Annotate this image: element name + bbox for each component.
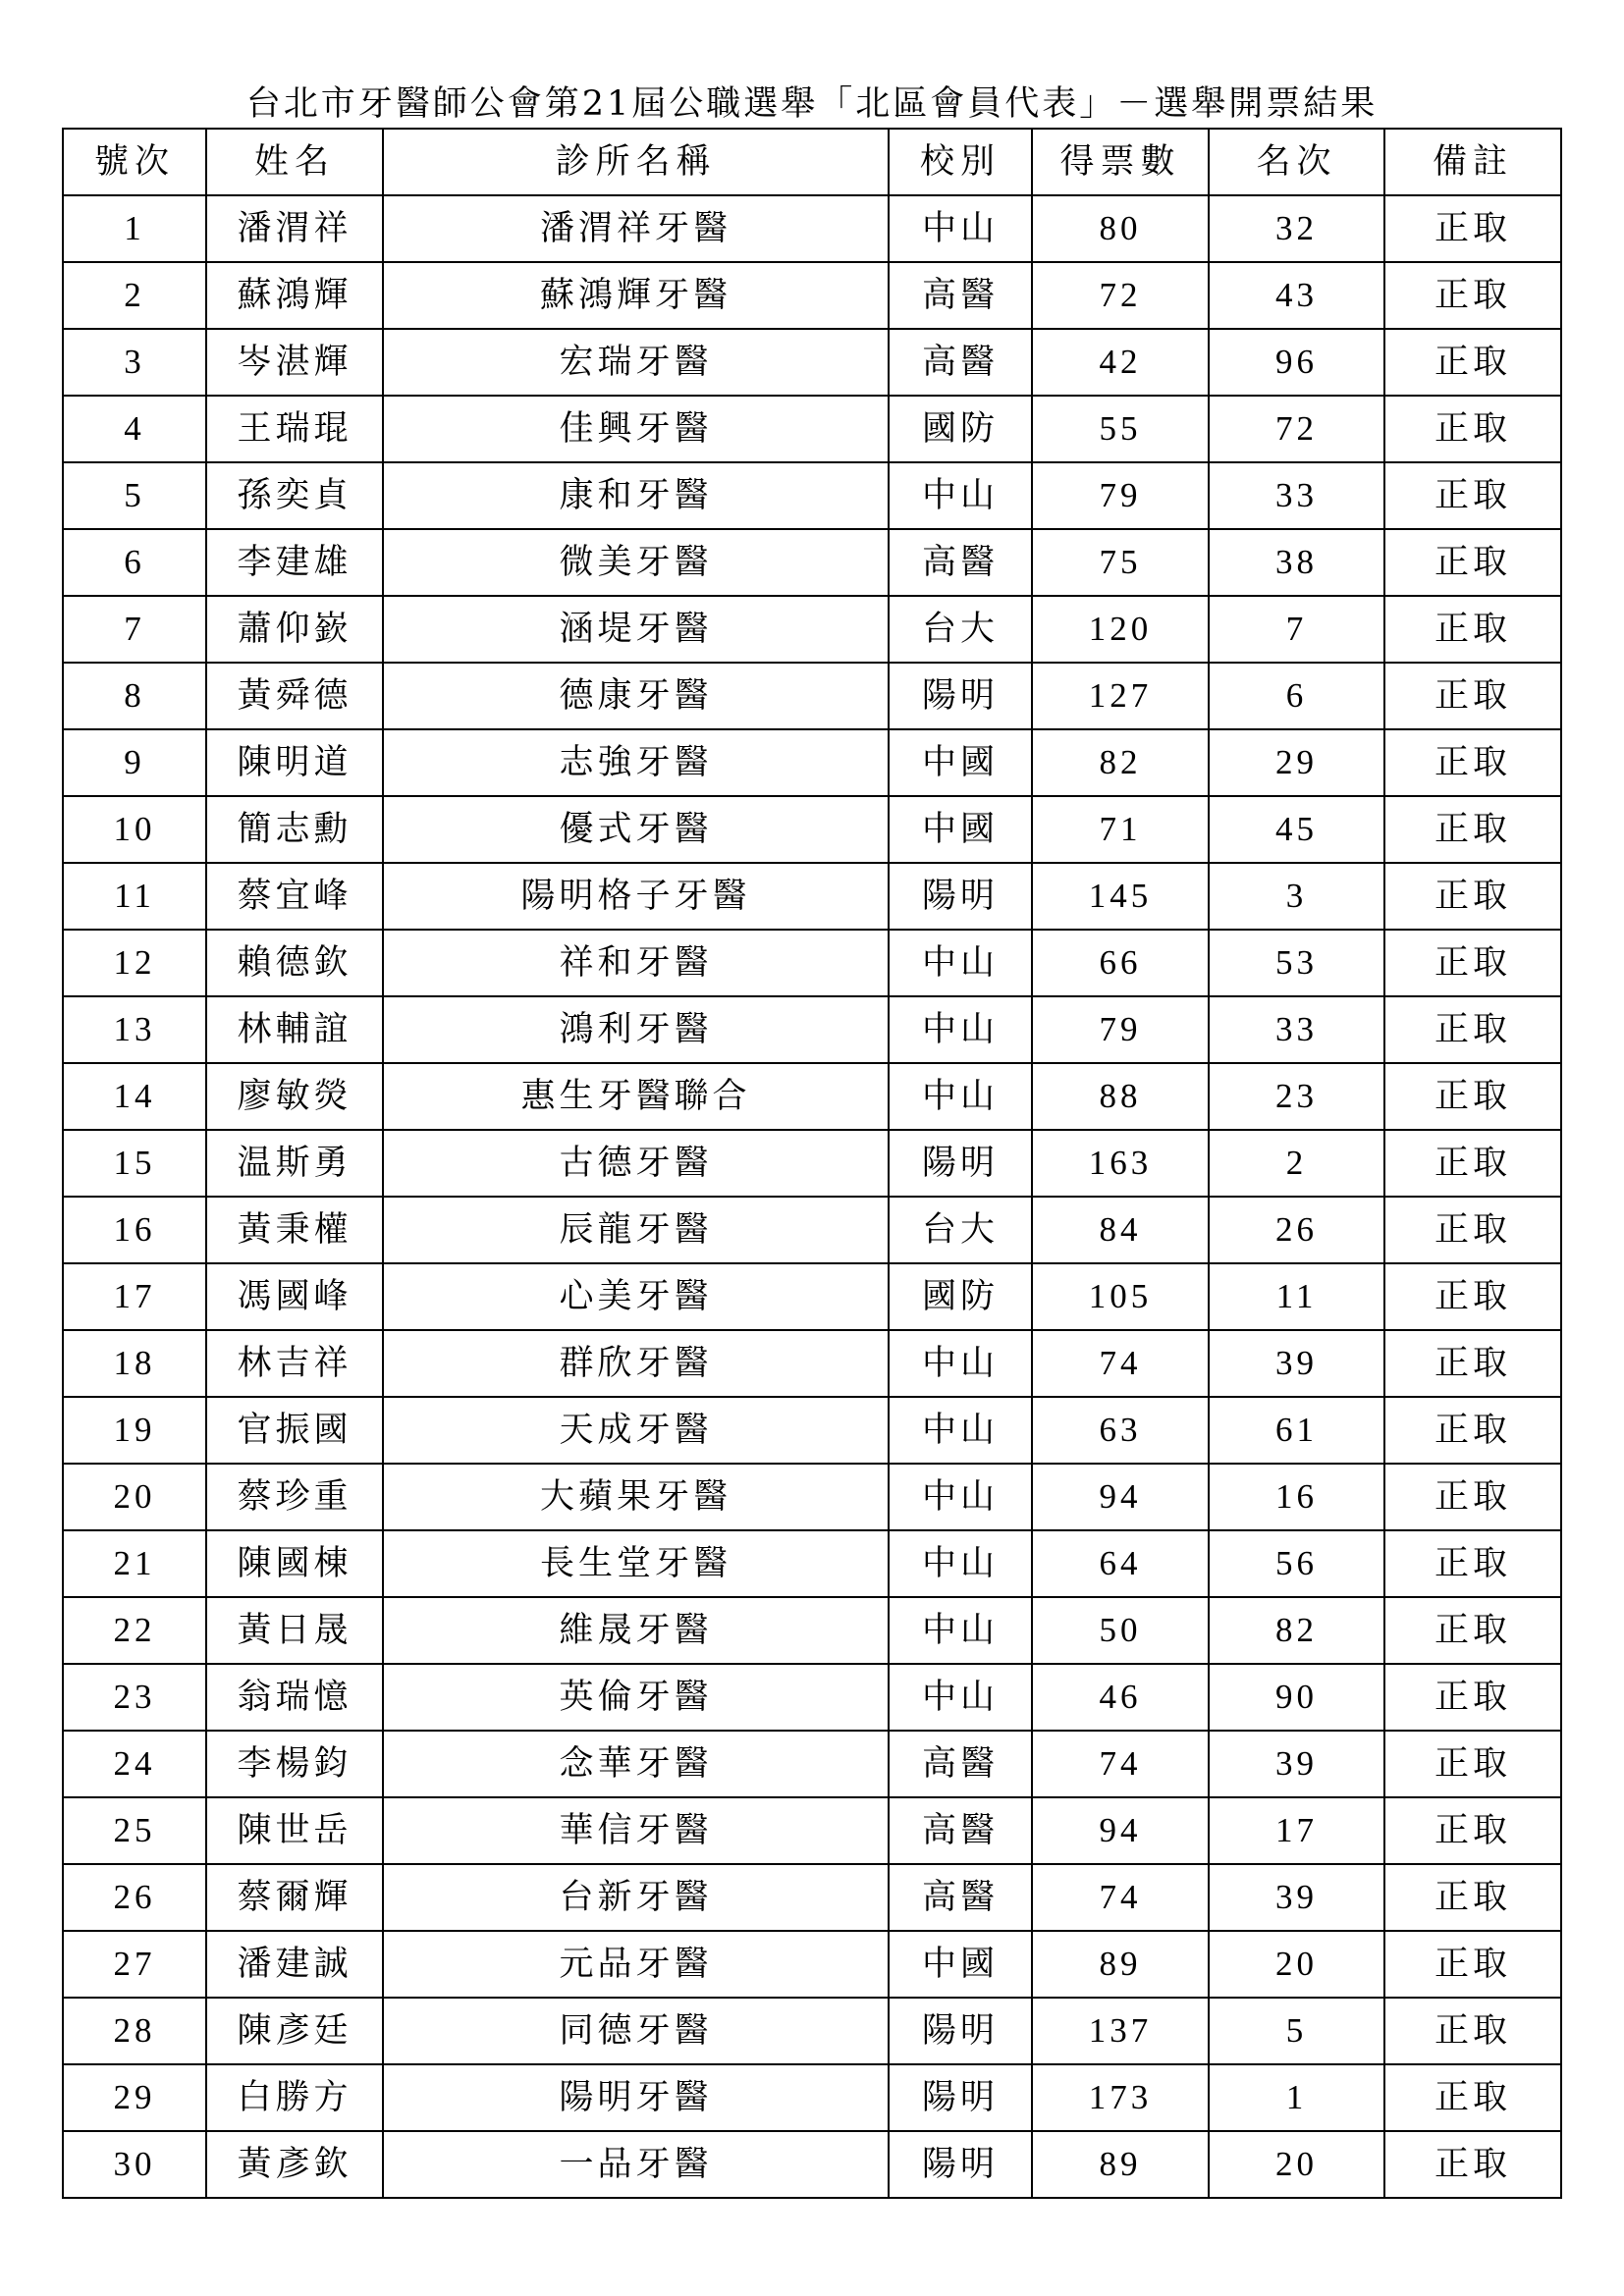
- cell-clinic: 佳興牙醫: [383, 396, 889, 462]
- table-row: [63, 1597, 1561, 1664]
- table-row: [63, 1731, 1561, 1797]
- cell-no: 27: [63, 1931, 206, 1998]
- cell-clinic: 大蘋果牙醫: [383, 1464, 889, 1530]
- cell-votes: 88: [1032, 1063, 1209, 1130]
- cell-no: 16: [63, 1197, 206, 1263]
- cell-no: 30: [63, 2131, 206, 2198]
- cell-clinic: 台新牙醫: [383, 1864, 889, 1931]
- cell-clinic: 微美牙醫: [383, 529, 889, 596]
- cell-school: 中山: [889, 930, 1032, 996]
- cell-no: 17: [63, 1263, 206, 1330]
- cell-remark: 正取: [1384, 462, 1561, 529]
- cell-school: 中山: [889, 1664, 1032, 1731]
- cell-no: 29: [63, 2064, 206, 2131]
- cell-clinic: 德康牙醫: [383, 663, 889, 729]
- cell-clinic: 念華牙醫: [383, 1731, 889, 1797]
- cell-rank: 29: [1209, 729, 1384, 796]
- cell-rank: 6: [1209, 663, 1384, 729]
- cell-school: 高醫: [889, 529, 1032, 596]
- cell-name: 蘇鴻輝: [206, 262, 383, 329]
- cell-name: 陳明道: [206, 729, 383, 796]
- cell-no: 26: [63, 1864, 206, 1931]
- cell-name: 温斯勇: [206, 1130, 383, 1197]
- cell-no: 22: [63, 1597, 206, 1664]
- cell-name: 王瑞琨: [206, 396, 383, 462]
- cell-no: 28: [63, 1998, 206, 2064]
- header-remark: 備註: [1384, 129, 1561, 195]
- header-votes: 得票數: [1032, 129, 1209, 195]
- cell-rank: 2: [1209, 1130, 1384, 1197]
- table-row: [63, 262, 1561, 329]
- cell-school: 陽明: [889, 2131, 1032, 2198]
- cell-remark: 正取: [1384, 1597, 1561, 1664]
- cell-remark: 正取: [1384, 1197, 1561, 1263]
- cell-remark: 正取: [1384, 329, 1561, 396]
- cell-votes: 63: [1032, 1397, 1209, 1464]
- cell-school: 陽明: [889, 663, 1032, 729]
- cell-clinic: 天成牙醫: [383, 1397, 889, 1464]
- cell-votes: 84: [1032, 1197, 1209, 1263]
- cell-school: 台大: [889, 1197, 1032, 1263]
- cell-remark: 正取: [1384, 1263, 1561, 1330]
- header-school: 校別: [889, 129, 1032, 195]
- cell-school: 中山: [889, 1597, 1032, 1664]
- cell-rank: 56: [1209, 1530, 1384, 1597]
- cell-rank: 43: [1209, 262, 1384, 329]
- cell-votes: 89: [1032, 1931, 1209, 1998]
- cell-name: 黃舜德: [206, 663, 383, 729]
- cell-remark: 正取: [1384, 1063, 1561, 1130]
- table-row: [63, 1397, 1561, 1464]
- cell-votes: 42: [1032, 329, 1209, 396]
- cell-votes: 46: [1032, 1664, 1209, 1731]
- header-rank: 名次: [1209, 129, 1384, 195]
- table-row: [63, 396, 1561, 462]
- cell-school: 高醫: [889, 262, 1032, 329]
- cell-school: 中國: [889, 729, 1032, 796]
- cell-votes: 71: [1032, 796, 1209, 863]
- cell-school: 中山: [889, 996, 1032, 1063]
- cell-clinic: 康和牙醫: [383, 462, 889, 529]
- cell-votes: 137: [1032, 1998, 1209, 2064]
- table-row: [63, 1330, 1561, 1397]
- cell-name: 李楊鈞: [206, 1731, 383, 1797]
- cell-name: 廖敏熒: [206, 1063, 383, 1130]
- table-row: [63, 1063, 1561, 1130]
- cell-no: 2: [63, 262, 206, 329]
- cell-name: 黃彥欽: [206, 2131, 383, 2198]
- cell-rank: 38: [1209, 529, 1384, 596]
- cell-no: 18: [63, 1330, 206, 1397]
- cell-clinic: 潘渭祥牙醫: [383, 195, 889, 262]
- cell-rank: 26: [1209, 1197, 1384, 1263]
- cell-no: 3: [63, 329, 206, 396]
- cell-remark: 正取: [1384, 863, 1561, 930]
- table-row: [63, 1263, 1561, 1330]
- header-row: [63, 129, 1561, 195]
- cell-no: 24: [63, 1731, 206, 1797]
- cell-school: 陽明: [889, 2064, 1032, 2131]
- table-row: [63, 1864, 1561, 1931]
- cell-remark: 正取: [1384, 1864, 1561, 1931]
- cell-no: 10: [63, 796, 206, 863]
- cell-votes: 105: [1032, 1263, 1209, 1330]
- cell-name: 林吉祥: [206, 1330, 383, 1397]
- cell-no: 1: [63, 195, 206, 262]
- cell-votes: 127: [1032, 663, 1209, 729]
- cell-votes: 89: [1032, 2131, 1209, 2198]
- cell-votes: 74: [1032, 1731, 1209, 1797]
- cell-votes: 94: [1032, 1464, 1209, 1530]
- cell-school: 國防: [889, 1263, 1032, 1330]
- header-no: 號次: [63, 129, 206, 195]
- table-row: [63, 1197, 1561, 1263]
- cell-rank: 20: [1209, 1931, 1384, 1998]
- cell-rank: 82: [1209, 1597, 1384, 1664]
- cell-rank: 39: [1209, 1330, 1384, 1397]
- cell-rank: 5: [1209, 1998, 1384, 2064]
- cell-school: 中山: [889, 1397, 1032, 1464]
- results-body: [63, 195, 1561, 2198]
- cell-votes: 120: [1032, 596, 1209, 663]
- table-row: [63, 529, 1561, 596]
- table-row: [63, 729, 1561, 796]
- cell-school: 陽明: [889, 1130, 1032, 1197]
- cell-name: 蔡宜峰: [206, 863, 383, 930]
- cell-remark: 正取: [1384, 1998, 1561, 2064]
- cell-remark: 正取: [1384, 396, 1561, 462]
- cell-school: 中山: [889, 195, 1032, 262]
- cell-remark: 正取: [1384, 262, 1561, 329]
- cell-clinic: 華信牙醫: [383, 1797, 889, 1864]
- cell-clinic: 志強牙醫: [383, 729, 889, 796]
- cell-rank: 16: [1209, 1464, 1384, 1530]
- cell-votes: 50: [1032, 1597, 1209, 1664]
- cell-rank: 11: [1209, 1263, 1384, 1330]
- cell-rank: 33: [1209, 462, 1384, 529]
- cell-rank: 39: [1209, 1731, 1384, 1797]
- cell-no: 11: [63, 863, 206, 930]
- cell-remark: 正取: [1384, 1931, 1561, 1998]
- table-row: [63, 1530, 1561, 1597]
- cell-no: 20: [63, 1464, 206, 1530]
- cell-clinic: 同德牙醫: [383, 1998, 889, 2064]
- cell-name: 潘渭祥: [206, 195, 383, 262]
- cell-clinic: 宏瑞牙醫: [383, 329, 889, 396]
- cell-votes: 173: [1032, 2064, 1209, 2131]
- cell-no: 5: [63, 462, 206, 529]
- table-row: [63, 1664, 1561, 1731]
- cell-no: 12: [63, 930, 206, 996]
- election-results-table: [62, 128, 1562, 2199]
- table-row: [63, 195, 1561, 262]
- cell-rank: 1: [1209, 2064, 1384, 2131]
- cell-rank: 96: [1209, 329, 1384, 396]
- cell-rank: 32: [1209, 195, 1384, 262]
- cell-rank: 33: [1209, 996, 1384, 1063]
- cell-name: 黃秉權: [206, 1197, 383, 1263]
- table-row: [63, 1130, 1561, 1197]
- cell-school: 陽明: [889, 863, 1032, 930]
- cell-name: 陳世岳: [206, 1797, 383, 1864]
- cell-votes: 145: [1032, 863, 1209, 930]
- table-row: [63, 1931, 1561, 1998]
- table-row: [63, 596, 1561, 663]
- cell-votes: 74: [1032, 1864, 1209, 1931]
- cell-votes: 66: [1032, 930, 1209, 996]
- cell-school: 台大: [889, 596, 1032, 663]
- cell-school: 中山: [889, 462, 1032, 529]
- header-name: 姓名: [206, 129, 383, 195]
- cell-name: 蔡珍重: [206, 1464, 383, 1530]
- cell-clinic: 辰龍牙醫: [383, 1197, 889, 1263]
- cell-votes: 79: [1032, 996, 1209, 1063]
- cell-school: 中國: [889, 1931, 1032, 1998]
- table-row: [63, 796, 1561, 863]
- cell-remark: 正取: [1384, 1130, 1561, 1197]
- cell-school: 中山: [889, 1530, 1032, 1597]
- cell-no: 4: [63, 396, 206, 462]
- table-row: [63, 1797, 1561, 1864]
- cell-clinic: 一品牙醫: [383, 2131, 889, 2198]
- cell-remark: 正取: [1384, 1530, 1561, 1597]
- cell-votes: 163: [1032, 1130, 1209, 1197]
- table-row: [63, 863, 1561, 930]
- cell-name: 馮國峰: [206, 1263, 383, 1330]
- cell-name: 官振國: [206, 1397, 383, 1464]
- document-title: 台北市牙醫師公會第21屆公職選舉「北區會員代表」－選舉開票結果: [245, 84, 1379, 124]
- cell-rank: 72: [1209, 396, 1384, 462]
- cell-school: 中山: [889, 1330, 1032, 1397]
- cell-rank: 7: [1209, 596, 1384, 663]
- cell-remark: 正取: [1384, 1464, 1561, 1530]
- cell-rank: 3: [1209, 863, 1384, 930]
- cell-remark: 正取: [1384, 1664, 1561, 1731]
- cell-no: 7: [63, 596, 206, 663]
- cell-name: 孫奕貞: [206, 462, 383, 529]
- cell-name: 陳國棟: [206, 1530, 383, 1597]
- cell-votes: 94: [1032, 1797, 1209, 1864]
- cell-no: 9: [63, 729, 206, 796]
- cell-remark: 正取: [1384, 663, 1561, 729]
- cell-clinic: 維晟牙醫: [383, 1597, 889, 1664]
- cell-name: 翁瑞憶: [206, 1664, 383, 1731]
- cell-rank: 23: [1209, 1063, 1384, 1130]
- cell-school: 高醫: [889, 329, 1032, 396]
- cell-rank: 20: [1209, 2131, 1384, 2198]
- cell-remark: 正取: [1384, 529, 1561, 596]
- cell-name: 李建雄: [206, 529, 383, 596]
- cell-clinic: 蘇鴻輝牙醫: [383, 262, 889, 329]
- cell-name: 潘建誠: [206, 1931, 383, 1998]
- cell-remark: 正取: [1384, 195, 1561, 262]
- cell-remark: 正取: [1384, 1397, 1561, 1464]
- cell-school: 中國: [889, 796, 1032, 863]
- header-clinic: 診所名稱: [383, 129, 889, 195]
- cell-votes: 75: [1032, 529, 1209, 596]
- cell-clinic: 鴻利牙醫: [383, 996, 889, 1063]
- cell-votes: 55: [1032, 396, 1209, 462]
- cell-clinic: 優式牙醫: [383, 796, 889, 863]
- table-row: [63, 2131, 1561, 2198]
- cell-clinic: 群欣牙醫: [383, 1330, 889, 1397]
- cell-clinic: 英倫牙醫: [383, 1664, 889, 1731]
- cell-name: 白勝方: [206, 2064, 383, 2131]
- cell-school: 高醫: [889, 1797, 1032, 1864]
- cell-votes: 72: [1032, 262, 1209, 329]
- cell-clinic: 涵堤牙醫: [383, 596, 889, 663]
- cell-name: 賴德欽: [206, 930, 383, 996]
- cell-no: 19: [63, 1397, 206, 1464]
- table-row: [63, 1464, 1561, 1530]
- cell-school: 陽明: [889, 1998, 1032, 2064]
- cell-remark: 正取: [1384, 930, 1561, 996]
- cell-clinic: 古德牙醫: [383, 1130, 889, 1197]
- cell-school: 高醫: [889, 1864, 1032, 1931]
- cell-votes: 79: [1032, 462, 1209, 529]
- cell-clinic: 惠生牙醫聯合: [383, 1063, 889, 1130]
- cell-votes: 74: [1032, 1330, 1209, 1397]
- cell-clinic: 元品牙醫: [383, 1931, 889, 1998]
- table-row: [63, 2064, 1561, 2131]
- cell-remark: 正取: [1384, 596, 1561, 663]
- table-row: [63, 930, 1561, 996]
- cell-rank: 53: [1209, 930, 1384, 996]
- cell-no: 8: [63, 663, 206, 729]
- cell-name: 黃日晟: [206, 1597, 383, 1664]
- cell-school: 高醫: [889, 1731, 1032, 1797]
- cell-no: 14: [63, 1063, 206, 1130]
- cell-remark: 正取: [1384, 1797, 1561, 1864]
- cell-clinic: 陽明格子牙醫: [383, 863, 889, 930]
- table-row: [63, 329, 1561, 396]
- cell-rank: 90: [1209, 1664, 1384, 1731]
- cell-no: 25: [63, 1797, 206, 1864]
- cell-name: 林輔誼: [206, 996, 383, 1063]
- cell-name: 簡志勳: [206, 796, 383, 863]
- cell-rank: 45: [1209, 796, 1384, 863]
- cell-no: 13: [63, 996, 206, 1063]
- table-row: [63, 996, 1561, 1063]
- cell-votes: 82: [1032, 729, 1209, 796]
- cell-clinic: 陽明牙醫: [383, 2064, 889, 2131]
- cell-remark: 正取: [1384, 2064, 1561, 2131]
- cell-no: 23: [63, 1664, 206, 1731]
- cell-name: 蕭仰嶔: [206, 596, 383, 663]
- cell-rank: 39: [1209, 1864, 1384, 1931]
- cell-name: 陳彥廷: [206, 1998, 383, 2064]
- table-row: [63, 1998, 1561, 2064]
- cell-no: 15: [63, 1130, 206, 1197]
- cell-no: 21: [63, 1530, 206, 1597]
- cell-school: 國防: [889, 396, 1032, 462]
- cell-remark: 正取: [1384, 1330, 1561, 1397]
- cell-no: 6: [63, 529, 206, 596]
- cell-remark: 正取: [1384, 729, 1561, 796]
- cell-remark: 正取: [1384, 2131, 1561, 2198]
- table-row: [63, 663, 1561, 729]
- cell-clinic: 長生堂牙醫: [383, 1530, 889, 1597]
- cell-remark: 正取: [1384, 1731, 1561, 1797]
- cell-rank: 17: [1209, 1797, 1384, 1864]
- cell-clinic: 心美牙醫: [383, 1263, 889, 1330]
- cell-remark: 正取: [1384, 996, 1561, 1063]
- cell-name: 蔡爾輝: [206, 1864, 383, 1931]
- cell-clinic: 祥和牙醫: [383, 930, 889, 996]
- cell-school: 中山: [889, 1063, 1032, 1130]
- cell-name: 岑湛輝: [206, 329, 383, 396]
- cell-rank: 61: [1209, 1397, 1384, 1464]
- table-row: [63, 462, 1561, 529]
- cell-votes: 80: [1032, 195, 1209, 262]
- cell-school: 中山: [889, 1464, 1032, 1530]
- cell-remark: 正取: [1384, 796, 1561, 863]
- cell-votes: 64: [1032, 1530, 1209, 1597]
